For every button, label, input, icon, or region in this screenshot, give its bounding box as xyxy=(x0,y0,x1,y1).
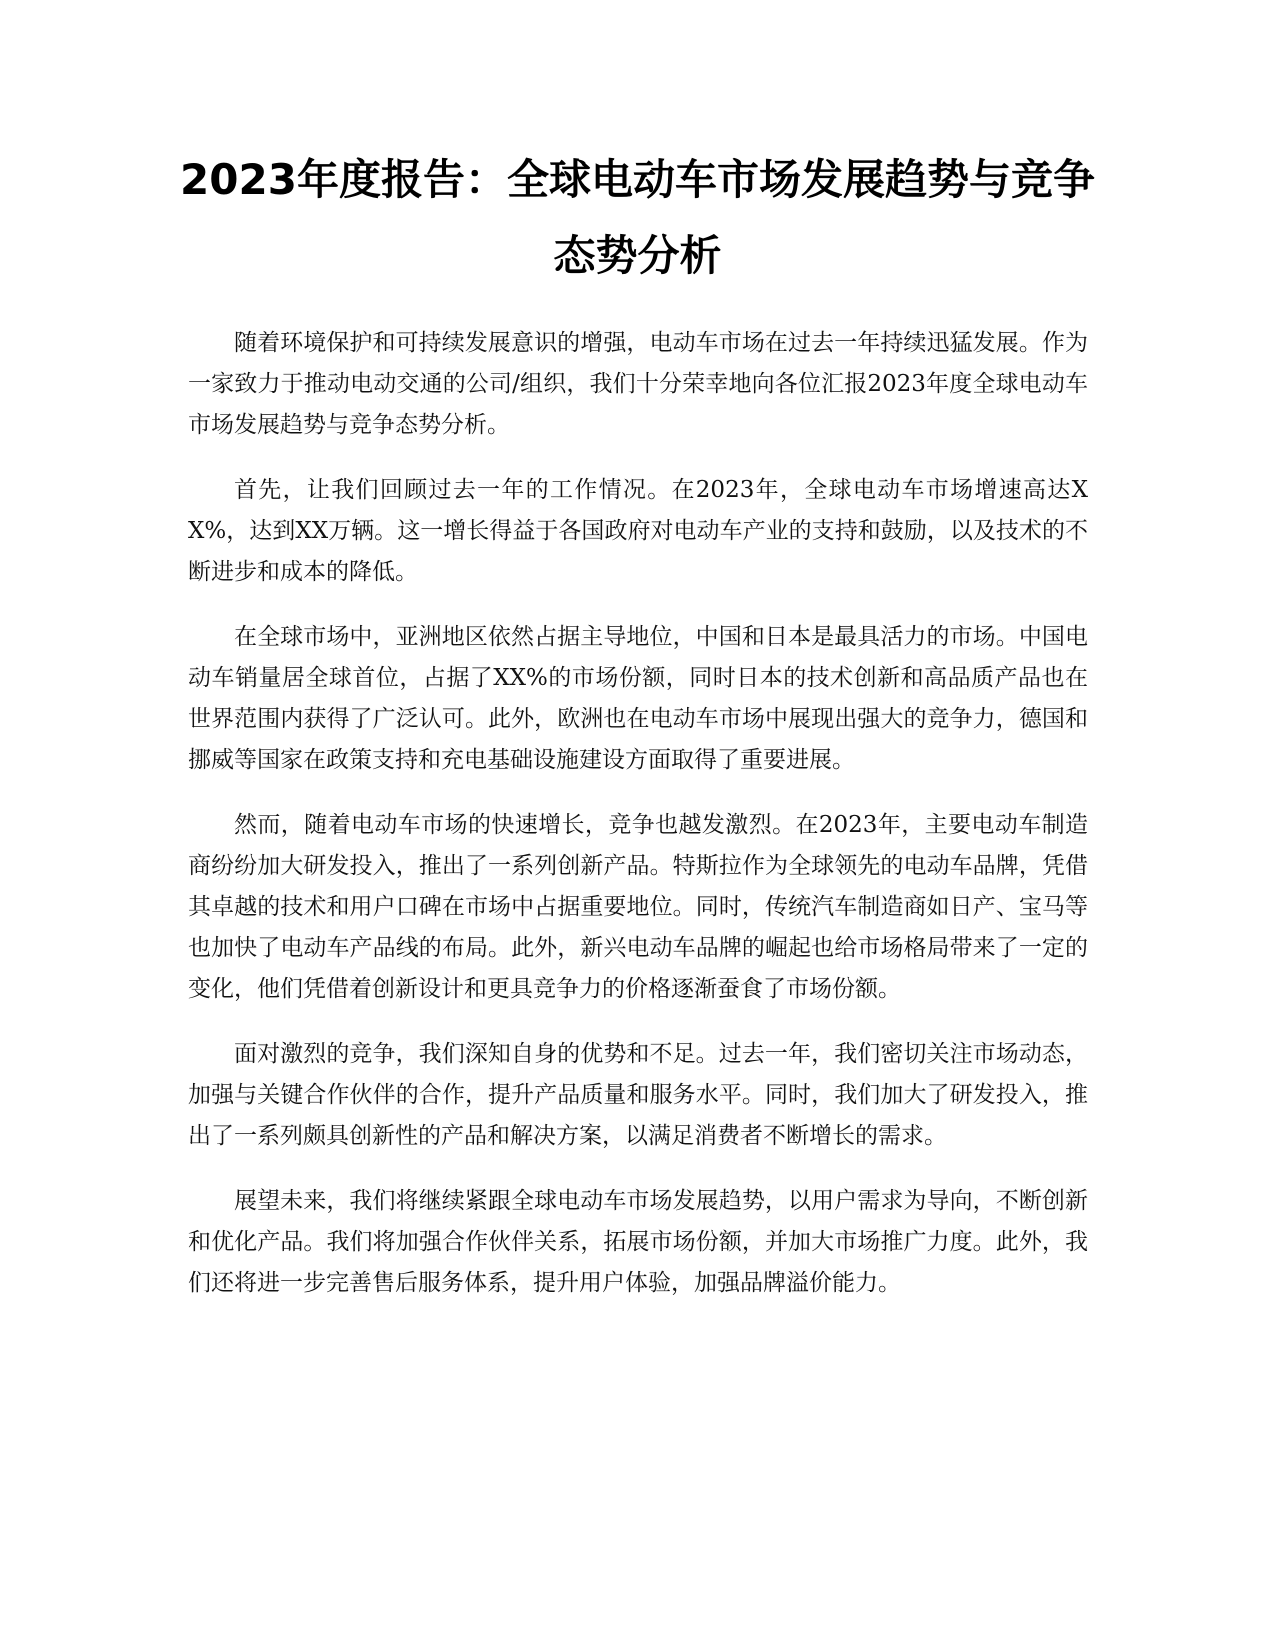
paragraph-3: 在全球市场中，亚洲地区依然占据主导地位，中国和日本是最具活力的市场。中国电动车销量居全球首位，占据了XX%的市场份额，同时日本的技术创新和高品质产品也在世界范围内获得了广泛认可。此外，欧洲也在电动车市场中展现出强大的竞争力，德国和挪威等国家在政策支持和充电基础设施建设方面取得了重要进展。 xyxy=(188,624,1088,773)
paragraph-2: 首先，让我们回顾过去一年的工作情况。在2023年，全球电动车市场增速高达XX%，达到XX万辆。这一增长得益于各国政府对电动车产业的支持和鼓励，以及技术的不断进步和成本的降低。 xyxy=(188,477,1088,585)
paragraph-5: 面对激烈的竞争，我们深知自身的优势和不足。过去一年，我们密切关注市场动态，加强与关键合作伙伴的合作，提升产品质量和服务水平。同时，我们加大了研发投入，推出了一系列颇具创新性的产品和解决方案，以满足消费者不断增长的需求。 xyxy=(188,1041,1088,1149)
paragraph-4: 然而，随着电动车市场的快速增长，竞争也越发激烈。在2023年，主要电动车制造商纷纷加大研发投入，推出了一系列创新产品。特斯拉作为全球领先的电动车品牌，凭借其卓越的技术和用户口碑在市场中占据重要地位。同时，传统汽车制造商如日产、宝马等也加快了电动车产品线的布局。此外，新兴电动车品牌的崛起也给市场格局带来了一定的变化，他们凭借着创新设计和更具竞争力的价格逐渐蚕食了市场份额。 xyxy=(188,812,1088,1002)
paragraph-1: 随着环境保护和可持续发展意识的增强，电动车市场在过去一年持续迅猛发展。作为一家致力于推动电动交通的公司/组织，我们十分荣幸地向各位汇报2023年度全球电动车市场发展趋势与竞争态势分析。 xyxy=(188,330,1088,438)
paragraph-6: 展望未来，我们将继续紧跟全球电动车市场发展趋势，以用户需求为导向，不断创新和优化产品。我们将加强合作伙伴关系，拓展市场份额，并加大市场推广力度。此外，我们还将进一步完善售后服务体系，提升用户体验，加强品牌溢价能力。 xyxy=(188,1188,1088,1296)
document-title: 2023年度报告：全球电动车市场发展趋势与竞争态势分析 xyxy=(180,155,1095,280)
document-body xyxy=(188,323,1088,1328)
